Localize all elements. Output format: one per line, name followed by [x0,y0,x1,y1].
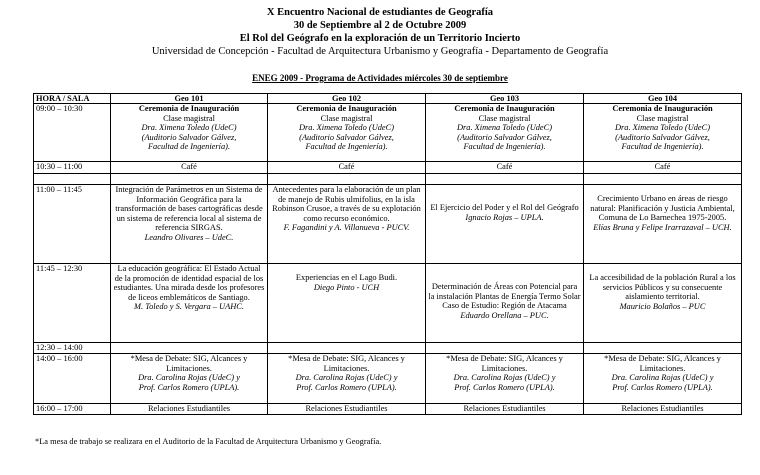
debate-title: *Mesa de Debate: SIG, Alcances y Limitaciones. [446,354,563,373]
opening-place-2: Facultad de Ingeniería). [305,142,388,152]
event-dates: 30 de Septiembre al 2 de Octubre 2009 [293,20,467,31]
talk-author: M. Toledo y S. Vergara – UAHC. [134,302,244,312]
talk-title: La educación geográfica: El Estado Actual de la promoción de identidad espacial de los estudiantes. Una mirada desde los profesores de liceos emblemáticos de Santiago. [113,264,265,302]
debate-speaker-2: Prof. Carlos Romero (UPLA). [454,382,555,392]
opening-title: Ceremonia de Inauguración [454,104,555,113]
col-header-geo103: Geo 103 [426,94,584,104]
session-cell-geo104 [584,185,742,264]
social-cell: Relaciones Estudiantiles [268,404,426,415]
footnote: *La mesa de trabajo se realizara en el Auditorio de la Facultad de Arquitectura Urbanismo y Geografía. [35,437,382,446]
col-header-geo102: Geo 102 [268,94,426,104]
debate-speaker: Dra. Carolina Rojas (UdeC) y [453,373,556,383]
session-cell-geo101 [111,264,268,343]
col-header-geo104: Geo 104 [584,94,742,104]
talk-title: Determinación de Áreas con Potencial para la instalación Plantas de Energía Termo Solar Caso de Estudio: Región de Atacama [428,282,581,311]
opening-speaker: Dra. Ximena Toledo (UdeC) [298,123,395,133]
opening-subtitle: Clase magistral [636,113,689,123]
opening-title: Ceremonia de Inauguración [296,104,397,113]
table-row [34,185,742,264]
break-cell: Café [268,162,426,174]
table-row [34,162,742,174]
opening-place: (Auditorio Salvador Gálvez, [141,132,237,142]
hour-cell: 14:00 – 16:00 [34,354,111,404]
opening-place-2: Facultad de Ingeniería). [147,142,231,152]
talk-author: Eduardo Orellana – PUC. [460,310,549,320]
debate-speaker-2: Prof. Carlos Romero (UPLA). [296,382,397,392]
session-cell-geo103 [426,185,584,264]
talk-title: Experiencias en el Lago Budi. [295,273,398,282]
talk-title: La accesibilidad de la población Rural a los servicios Públicos y su consecuente aislamiento territorial. [589,273,736,302]
debate-title: *Mesa de Debate: SIG, Alcances y Limitaciones. [604,354,721,373]
break-cell: Café [584,162,742,174]
schedule-table [33,93,742,415]
opening-speaker: Dra. Ximena Toledo (UdeC) [456,123,553,133]
table-row [34,343,742,354]
opening-cell-geo101 [111,104,268,162]
debate-cell-geo103 [426,354,584,404]
opening-subtitle: Clase magistral [320,113,373,123]
opening-cell-geo102 [268,104,426,162]
debate-speaker: Dra. Carolina Rojas (UdeC) y [295,373,398,383]
event-theme: El Rol del Geógrafo en la exploración de un Territorio Incierto [239,33,521,44]
debate-title: *Mesa de Debate: SIG, Alcances y Limitaciones. [130,354,248,373]
opening-cell-geo104 [584,104,742,162]
debate-speaker: Dra. Carolina Rojas (UdeC) y [611,373,714,383]
table-row [34,354,742,404]
hour-cell: 16:00 – 17:00 [34,404,111,415]
hour-cell: 11:00 – 11:45 [34,185,111,264]
debate-cell-geo104 [584,354,742,404]
session-cell-geo101 [111,185,268,264]
opening-subtitle: Clase magistral [478,113,531,123]
talk-title: Antecedentes para la elaboración de un plan de manejo de Rubis ulmifolius, en la isla Robinson Crusoe, a través de su explotación como recurso económico. [272,185,421,223]
session-cell-geo103 [426,264,584,343]
opening-speaker: Dra. Ximena Toledo (UdeC) [141,123,237,133]
table-row [34,264,742,343]
break-cell: Café [426,162,584,174]
hour-cell: 10:30 – 11:00 [34,162,111,174]
break-cell: Café [111,162,268,174]
hour-cell: 12:30 – 14:00 [34,343,111,354]
talk-author: Elías Bruna y Felipe Irarrazaval – UCH. [593,222,732,232]
debate-speaker-2: Prof. Carlos Romero (UPLA). [612,382,713,392]
table-caption: ENEG 2009 - Programa de Actividades miércoles 30 de septiembre [252,73,508,83]
talk-author: Ignacio Rojas – UPLA. [465,212,544,222]
table-row [34,104,742,162]
talk-author: F. Fagandini y A. Villanueva - PUCV. [283,223,410,233]
opening-place: (Auditorio Salvador Gálvez, [457,132,552,142]
debate-speaker: Dra. Carolina Rojas (UdeC) y [138,373,240,383]
opening-cell-geo103 [426,104,584,162]
col-header-hour: HORA / SALA [34,94,111,104]
talk-author: Diego Pinto - UCH [313,282,380,292]
event-institution: Universidad de Concepción - Facultad de Arquitectura Urbanismo y Geografía - Departamento de Geografía [151,46,609,57]
talk-title: Integración de Parámetros en un Sistema de Información Geográfica para la transformación de bases cartográficas desde un sistema de referencia local al sistema de referencia SIRGAS. [115,185,263,233]
document-header [0,0,760,58]
opening-title: Ceremonia de Inauguración [612,104,713,113]
table-row [34,404,742,415]
opening-subtitle: Clase magistral [163,113,215,123]
opening-place-2: Facultad de Ingeniería). [621,142,704,152]
session-cell-geo102 [268,264,426,343]
opening-place-2: Facultad de Ingeniería). [463,142,546,152]
table-row-spacer [34,174,742,185]
debate-cell-geo102 [268,354,426,404]
hour-cell: 11:45 – 12:30 [34,264,111,343]
talk-author: Mauricio Bolaños – PUC [619,301,706,311]
table-header-row [34,94,742,104]
debate-title: *Mesa de Debate: SIG, Alcances y Limitaciones. [288,354,405,373]
talk-title: Crecimiento Urbano en áreas de riesgo natural: Planificación y Justicia Ambiental, Comuna de Lo Barnechea 1975-2005. [590,194,735,223]
opening-title: Ceremonia de Inauguración [138,104,240,113]
hour-cell: 09:00 – 10:30 [34,104,111,162]
opening-place: (Auditorio Salvador Gálvez, [299,132,394,142]
social-cell: Relaciones Estudiantiles [111,404,268,415]
opening-speaker: Dra. Ximena Toledo (UdeC) [614,123,711,133]
opening-place: (Auditorio Salvador Gálvez, [615,132,710,142]
session-cell-geo102 [268,185,426,264]
session-cell-geo104 [584,264,742,343]
talk-title: El Ejercicio del Poder y el Rol del Geógrafo [430,203,579,212]
col-header-geo101: Geo 101 [111,94,268,104]
event-title: X Encuentro Nacional de estudiantes de Geografía [266,7,494,18]
debate-cell-geo101 [111,354,268,404]
talk-author: Leandro Olivares – UdeC. [144,232,234,242]
debate-speaker-2: Prof. Carlos Romero (UPLA). [138,382,240,392]
social-cell: Relaciones Estudiantiles [426,404,584,415]
social-cell: Relaciones Estudiantiles [584,404,742,415]
